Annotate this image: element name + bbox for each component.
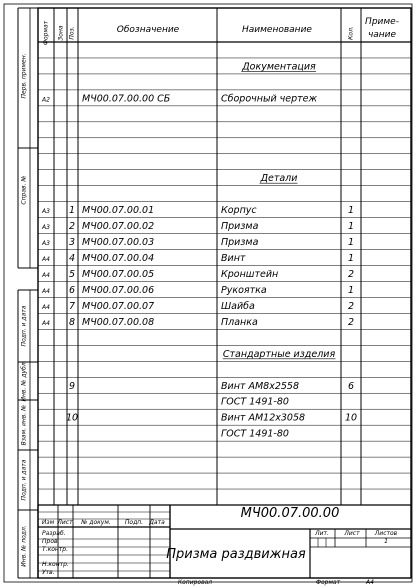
table-row [41,317,354,328]
cell-position: 4 [68,253,76,265]
table-row [41,285,354,296]
title-block [42,506,398,576]
stamp-replaced-inv-no: Взам. инв. № [20,404,28,446]
cell-quantity: 1 [347,284,355,296]
cell-format: А4 [42,256,50,264]
cell-section-title: Документация [242,61,316,73]
cell-name: Шайба [221,300,255,312]
cell-designation: МЧ00.07.00.05 [82,269,155,280]
format-label: Формат [315,579,341,586]
table-row [221,429,289,440]
cell-format: А3 [42,224,50,232]
table-row [41,253,354,264]
cell-name: Винт АМ8х2558 [221,380,299,392]
header-pos: Поз. [68,26,76,40]
cell-designation: МЧ00.07.00.04 [82,253,155,265]
cell-position: 1 [68,205,76,217]
cell-format: А4 [42,303,50,311]
cell-section-title: Детали [260,173,298,185]
sheet-footer [178,579,374,586]
header-designation: Обозначение [116,25,180,35]
format-value: А4 [366,579,374,586]
cell-name: Рукоятка [221,284,267,296]
cell-position: 3 [68,237,76,249]
cell-name: Призма [221,237,259,249]
cell-name: Кронштейн [221,269,279,280]
stamp-first-use: Перв. примен. [20,53,28,99]
header-name: Наименование [242,25,312,35]
doc-title: Призма раздвижная [166,547,306,562]
cell-name: ГОСТ 1491-80 [221,396,289,408]
section-heading-row [241,61,316,72]
cell-position: 5 [68,269,76,280]
cell-quantity: 6 [347,380,355,392]
cell-quantity: 2 [347,316,355,328]
section-heading-row [223,349,336,360]
cell-format: А4 [42,272,50,279]
cell-format: А3 [42,208,50,216]
header-note-line1: Приме- [365,17,399,27]
cell-designation: МЧ00.07.00.08 [82,316,155,328]
col-sign: Подп. [124,519,144,526]
cell-format: А4 [42,319,50,327]
table-row [41,221,354,232]
cell-quantity: 10 [344,412,358,424]
copied-label: Копировал [177,579,213,586]
table-row [41,237,354,248]
cell-name: Винт АМ12х3058 [221,412,306,424]
col-list: Лист [57,519,73,526]
doc-code: МЧ00.07.00.00 [240,506,340,521]
cell-quantity: 2 [347,269,355,280]
cell-quantity: 2 [347,300,355,312]
stamp-reference-no: Справ. № [20,175,28,205]
cell-designation: МЧ00.07.00.06 [82,284,155,296]
col-izm: Изм [41,519,55,526]
cell-designation: МЧ00.07.00.00 СБ [82,93,171,105]
table-header [43,17,399,45]
header-qty: Кол. [347,26,355,40]
section-heading-row [260,173,298,184]
col-docno: № докум. [81,519,111,526]
cell-position: 6 [68,284,76,296]
cell-section-title: Стандартные изделия [222,348,336,360]
table-row [41,301,354,312]
cell-name: Винт [221,253,246,265]
cell-quantity: 1 [347,205,355,217]
specification-rows [41,61,357,439]
table-row [41,205,354,216]
cell-quantity: 1 [347,253,355,265]
cell-designation: МЧ00.07.00.03 [82,237,155,249]
stamp-dup-inv-no: Инв. № дубл. [20,360,28,402]
header-zone: Зона [57,25,65,41]
cell-name: Сборочный чертеж [221,93,318,105]
sheets-label: Листов [374,530,398,537]
table-row [41,93,317,104]
stamp-orig-inv-no: Инв. № подл. [20,525,28,567]
role-checker: Пров. [42,538,60,545]
stamp-sign-date-2: Подп. и дата [20,459,28,501]
cell-format: А3 [42,240,50,248]
cell-format: А4 [42,287,50,295]
table-row [221,397,289,408]
table-row [41,269,354,280]
table-row [69,381,354,392]
cell-quantity: 1 [347,237,355,249]
cell-format: А2 [42,96,50,104]
col-date: Дата [149,519,165,526]
role-tcontrol: Т.контр. [42,546,69,553]
cell-quantity: 1 [347,221,355,233]
cell-position: 7 [68,300,76,312]
cell-designation: МЧ00.07.00.07 [82,300,155,312]
sheet-label: Лист [344,530,360,537]
role-ncontrol: Н.контр. [42,561,69,568]
lit-label: Лит. [315,530,329,537]
stamp-sign-date-1: Подп. и дата [20,305,28,347]
side-stamps [21,53,28,566]
role-approver: Утв. [42,569,55,576]
cell-designation: МЧ00.07.00.02 [82,221,155,233]
cell-name: ГОСТ 1491-80 [221,428,289,440]
header-note-line2: чание [367,30,397,40]
cell-position: 10 [65,412,79,424]
cell-position: 8 [68,316,76,328]
cell-designation: МЧ00.07.00.01 [82,205,155,217]
cell-name: Корпус [221,205,257,217]
cell-name: Планка [221,316,258,328]
role-developer: Разраб. [42,530,66,537]
sheets-value: 1 [384,538,388,545]
cell-position: 2 [68,221,76,233]
cell-name: Призма [221,221,259,233]
table-row [66,413,357,424]
header-format: Формат [42,20,50,46]
cell-position: 9 [68,380,76,392]
